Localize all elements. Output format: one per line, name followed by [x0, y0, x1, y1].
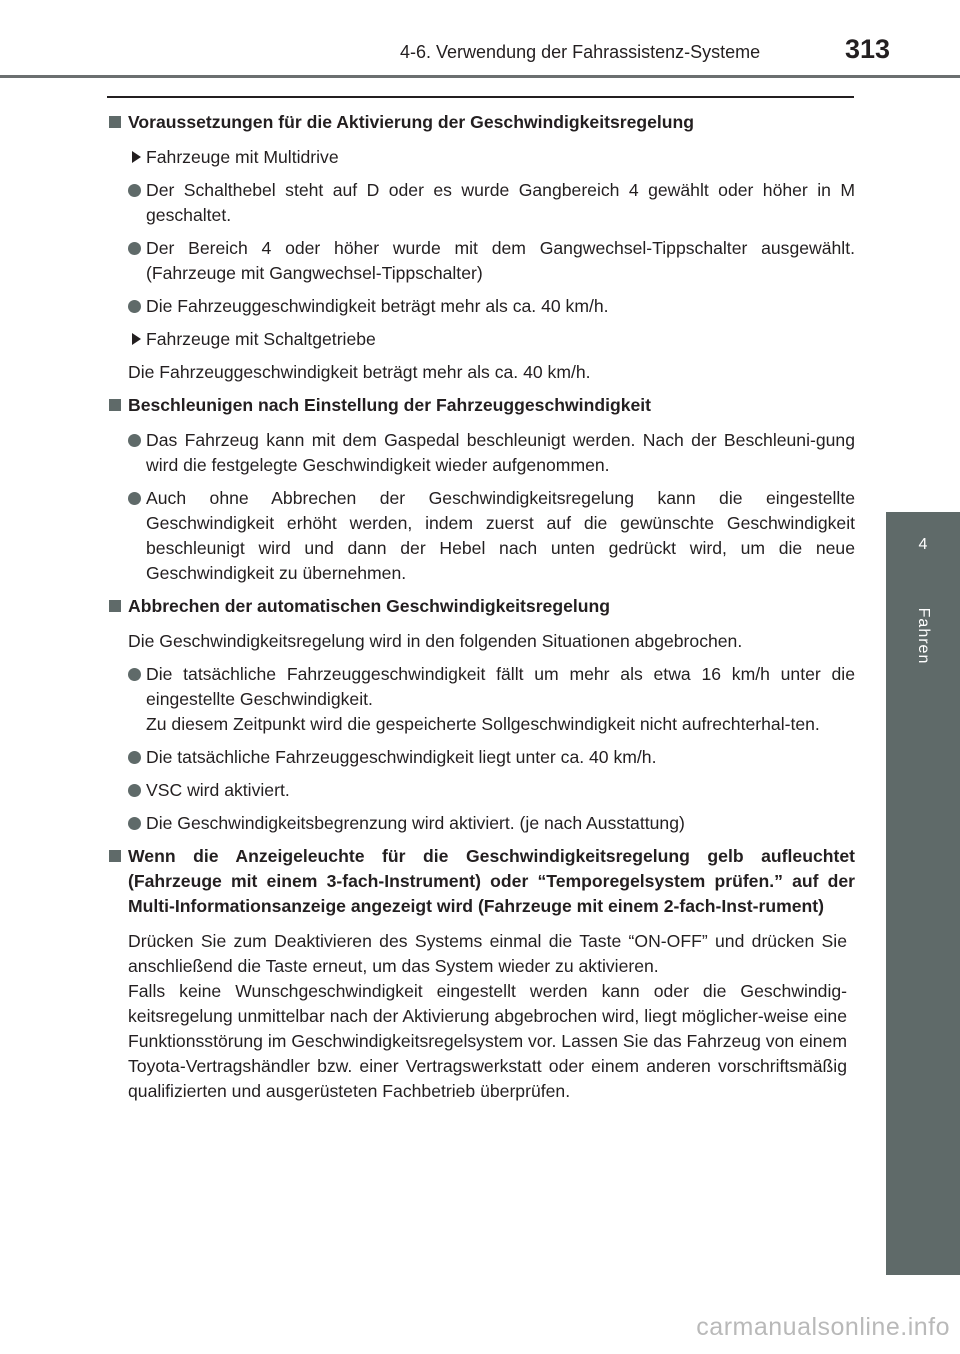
list-item-text: Die tatsächliche Fahrzeuggeschwindigkeit fällt um mehr als etwa 16 km/h unter die eingestellte Geschwindigkeit.: [146, 664, 855, 709]
list-item-text: Auch ohne Abbrechen der Geschwindigkeitsregelung kann die eingestellte Geschwindigkeit erhöht werden, indem zuerst auf die gewünschte Geschwindigkeit beschleunigt wird und dann der Hebel nach unten gedrückt wird, um die neue Geschwindigkeit zu übernehmen.: [146, 488, 855, 583]
circle-bullet-icon: [128, 492, 141, 505]
triangle-bullet-icon: [132, 151, 141, 163]
paragraph-text: Falls keine Wunschgeschwindigkeit eingestellt werden kann oder die Geschwindig-keitsregelung unmittelbar nach der Aktivierung abgebrochen wird, liegt möglicher-weise eine Funktionsstörung im Geschwindigkeitsregelsystem vor. Lassen Sie das Fahrzeug von einem Toyota-Vertragshändler bzw. einer Vertragswerkstatt oder einem anderen vorschriftsmäßig qualifizierten und ausgerüsteten Fachbetrieb überprüfen.: [128, 981, 847, 1101]
sub-condition: [107, 145, 855, 170]
content-rule: [107, 96, 854, 98]
section-heading-text: Beschleunigen nach Einstellung der Fahrzeuggeschwindigkeit: [128, 395, 652, 415]
list-item: [107, 778, 855, 803]
circle-bullet-icon: [128, 668, 141, 681]
main-content: [107, 108, 855, 1104]
chapter-tab-strip: [886, 595, 960, 1275]
sub-condition-text: Fahrzeuge mit Schaltgetriebe: [146, 329, 376, 349]
paragraph: Die Fahrzeuggeschwindigkeit beträgt mehr als ca. 40 km/h.: [128, 362, 591, 382]
list-item: [107, 428, 855, 478]
circle-bullet-icon: [128, 242, 141, 255]
watermark: carmanualsonline.info: [696, 1313, 950, 1341]
list-item: [107, 811, 855, 836]
circle-bullet-icon: [128, 751, 141, 764]
paragraph-text: Drücken Sie zum Deaktivieren des Systems einmal die Taste “ON-OFF” und drücken Sie anschließend die Taste erneut, um das System wieder zu aktivieren.: [128, 931, 847, 976]
list-item-text: Die Fahrzeuggeschwindigkeit beträgt mehr als ca. 40 km/h.: [146, 296, 609, 316]
sub-condition: [107, 327, 855, 352]
header-rule: [0, 75, 960, 78]
list-item-text: Zu diesem Zeitpunkt wird die gespeicherte Sollgeschwindigkeit nicht aufrechterhal-ten.: [146, 714, 820, 734]
section-heading-text: Wenn die Anzeigeleuchte für die Geschwindigkeitsregelung gelb aufleuchtet (Fahrzeuge mit einem 3-fach-Instrument) oder “Temporegelsystem prüfen.” auf der Multi-Informationsanzeige angezeigt wird (Fahrzeuge mit einem 2-fach-Inst-rument): [128, 846, 855, 916]
list-item: [107, 486, 855, 586]
list-item-text: Der Schalthebel steht auf D oder es wurde Gangbereich 4 gewählt oder höher in M geschaltet.: [146, 180, 855, 225]
square-bullet-icon: [109, 116, 121, 128]
circle-bullet-icon: [128, 784, 141, 797]
list-item-text: Die tatsächliche Fahrzeuggeschwindigkeit liegt unter ca. 40 km/h.: [146, 747, 657, 767]
circle-bullet-icon: [128, 434, 141, 447]
chapter-label: Fahren: [915, 607, 932, 665]
chapter-label-wrap: [886, 600, 960, 680]
section-heading: [107, 844, 855, 919]
section-heading: [107, 393, 855, 418]
circle-bullet-icon: [128, 300, 141, 313]
square-bullet-icon: [109, 850, 121, 862]
list-item: [107, 236, 855, 286]
circle-bullet-icon: [128, 817, 141, 830]
list-item-text: VSC wird aktiviert.: [146, 780, 290, 800]
chapter-tab: [886, 512, 960, 595]
square-bullet-icon: [109, 399, 121, 411]
section-heading-text: Abbrechen der automatischen Geschwindigkeitsregelung: [128, 596, 610, 616]
paragraph: [107, 929, 855, 1104]
square-bullet-icon: [109, 600, 121, 612]
triangle-bullet-icon: [132, 333, 141, 345]
page-number: 313: [844, 34, 890, 64]
section-title: 4-6. Verwendung der Fahrassistenz-Systeme: [400, 42, 761, 62]
list-item: [107, 178, 855, 228]
list-item-text: Der Bereich 4 oder höher wurde mit dem Gangwechsel-Tippschalter ausgewählt. (Fahrzeuge mit Gangwechsel-Tippschalter): [146, 238, 855, 283]
sub-condition-text: Fahrzeuge mit Multidrive: [146, 147, 339, 167]
section-heading: [107, 110, 855, 135]
circle-bullet-icon: [128, 184, 141, 197]
section-heading-text: Voraussetzungen für die Aktivierung der Geschwindigkeitsregelung: [128, 112, 695, 132]
section-heading: [107, 594, 855, 619]
list-item: [107, 745, 855, 770]
list-item: [107, 662, 855, 737]
list-item-text: Das Fahrzeug kann mit dem Gaspedal beschleunigt werden. Nach der Beschleuni-gung wird die festgelegte Geschwindigkeit wieder aufgenommen.: [146, 430, 855, 475]
paragraph: Die Geschwindigkeitsregelung wird in den folgenden Situationen abgebrochen.: [128, 631, 743, 651]
list-item: [107, 294, 855, 319]
chapter-number: 4: [918, 536, 928, 553]
list-item-text: Die Geschwindigkeitsbegrenzung wird aktiviert. (je nach Ausstattung): [146, 813, 685, 833]
